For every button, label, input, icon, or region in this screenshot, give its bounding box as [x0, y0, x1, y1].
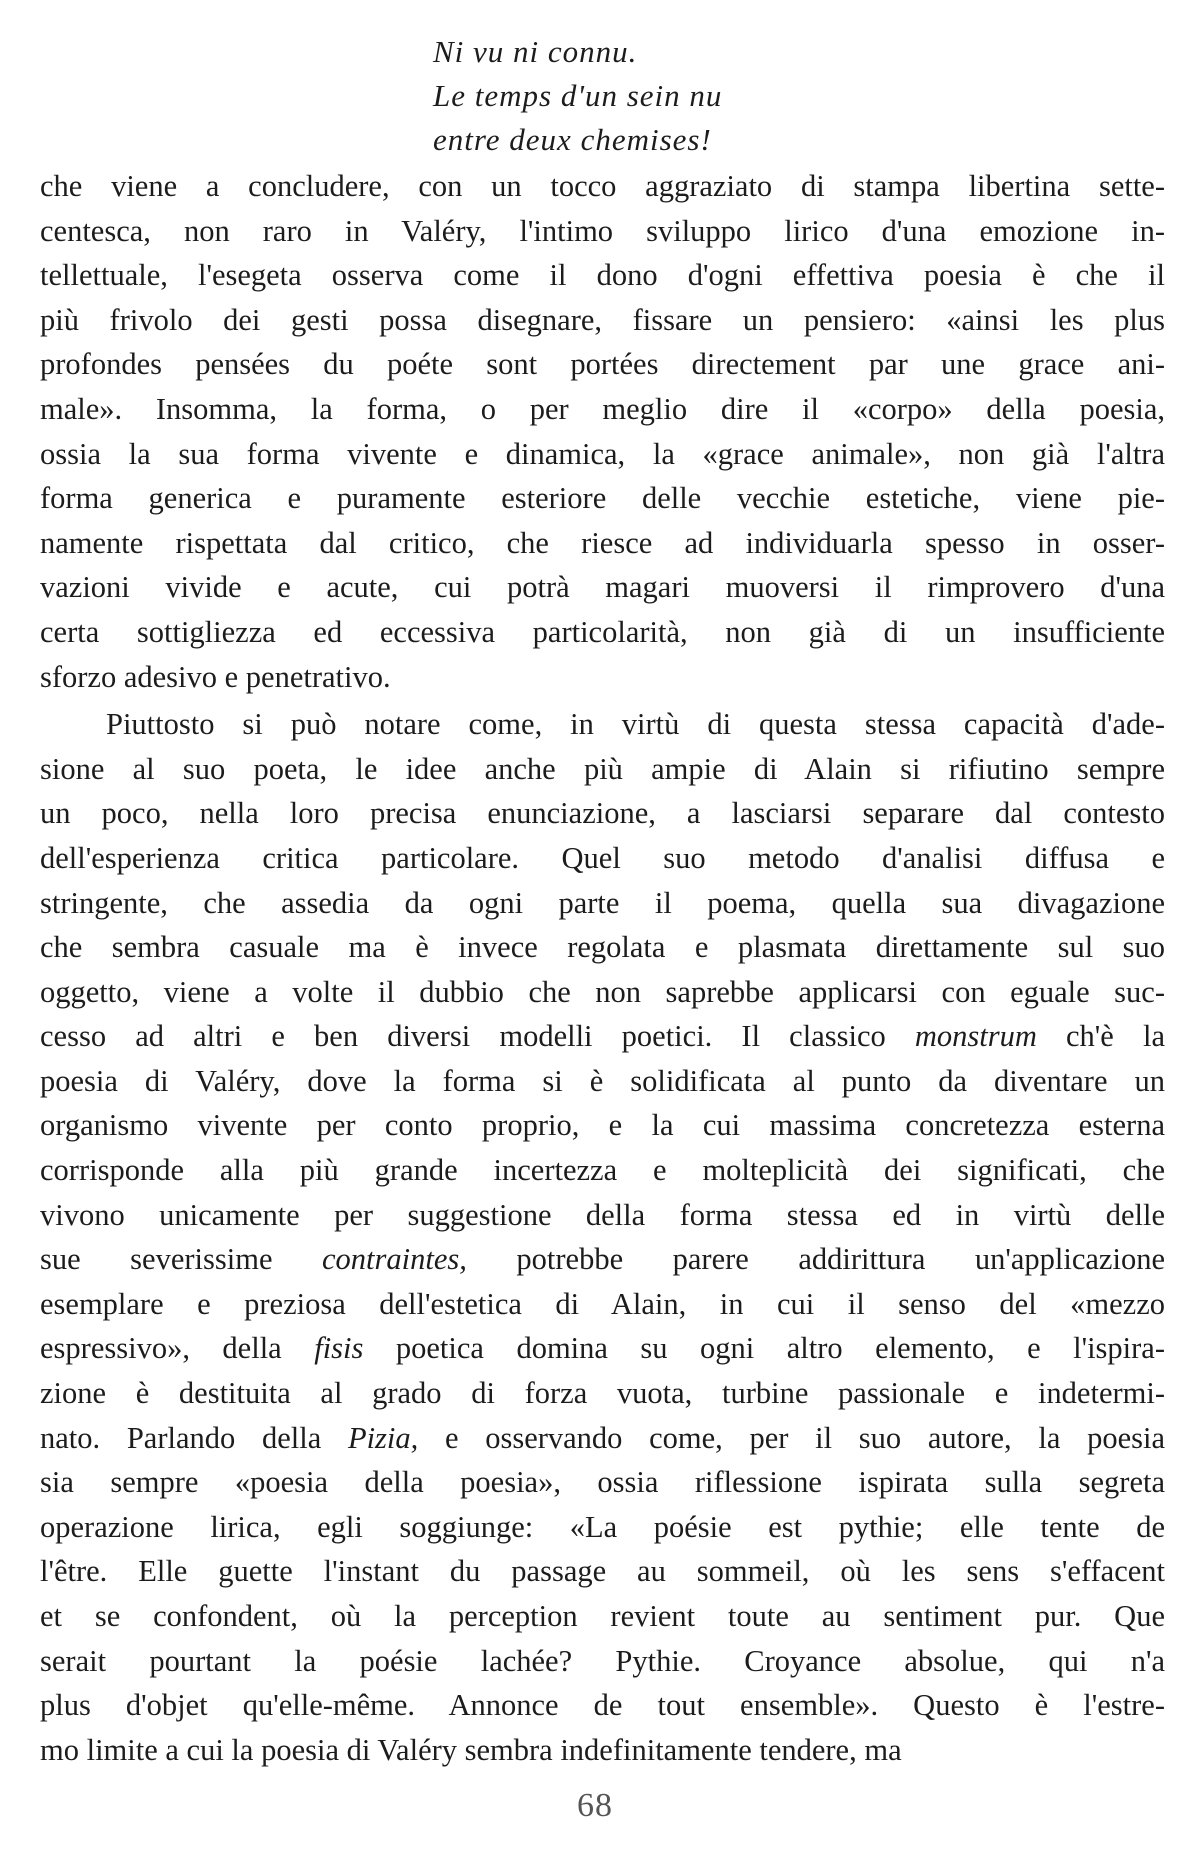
line-text: male». Insomma, la forma, o per meglio dire il «corpo» della poesia, [40, 391, 1165, 426]
text-line [40, 1237, 1165, 1282]
text-line [40, 521, 1165, 566]
line-text: stringente, che assedia da ogni parte il poema, quella sua divagazione [40, 885, 1165, 920]
text-line [40, 164, 1165, 209]
line-text: forma generica e puramente esteriore delle vecchie estetiche, viene pie- [40, 481, 1165, 516]
line-text: cesso ad altri e ben diversi modelli poetici. Il classico [40, 1019, 915, 1054]
verse-line: Ni vu ni connu. [433, 34, 638, 69]
text-line [40, 1639, 1165, 1684]
line-text: serait pourtant la poésie lachée? Pythie. Croyance absolue, qui n'a [40, 1643, 1165, 1678]
line-text: corrisponde alla più grande incertezza e molteplicità dei significati, che [40, 1153, 1165, 1188]
text-line [40, 1103, 1165, 1148]
text-line [40, 1059, 1165, 1104]
line-text: poesia di Valéry, dove la forma si è solidificata al punto da diventare un [40, 1063, 1165, 1098]
line-text: poetica domina su ogni altro elemento, e l'ispira- [363, 1331, 1165, 1366]
line-text: operazione lirica, egli soggiunge: «La poésie est pythie; elle tente de [40, 1509, 1165, 1544]
italic-term: monstrum [914, 1019, 1037, 1054]
text-line [40, 1594, 1165, 1639]
line-text: sione al suo poeta, le idee anche più ampie di Alain si rifiutino sempre [40, 751, 1165, 786]
line-text: centesca, non raro in Valéry, l'intimo sviluppo lirico d'una emozione in- [40, 213, 1165, 248]
verse-quotation [433, 30, 722, 162]
text-line [40, 1728, 1165, 1773]
line-text: zione è destituita al grado di forza vuota, turbine passionale e indetermi- [40, 1376, 1165, 1411]
line-text: oggetto, viene a volte il dubbio che non saprebbe applicarsi con eguale suc- [40, 974, 1165, 1009]
text-line [40, 1460, 1165, 1505]
text-line [40, 1371, 1165, 1416]
line-text: espressivo», della [40, 1331, 315, 1366]
line-text: plus d'objet qu'elle-même. Annonce de tout ensemble». Questo è l'estre- [40, 1688, 1165, 1723]
text-line [40, 1683, 1165, 1728]
text-line [40, 1148, 1165, 1193]
line-text: mo limite a cui la poesia di Valéry sembra indefinitamente tendere, ma [40, 1732, 902, 1767]
text-line [40, 747, 1165, 792]
line-text: sia sempre «poesia della poesia», ossia riflessione ispirata sulla segreta [40, 1465, 1165, 1500]
text-line [40, 565, 1165, 610]
line-text: l'être. Elle guette l'instant du passage au sommeil, où les sens s'effacent [40, 1554, 1165, 1589]
italic-term: Pizia, [347, 1420, 419, 1455]
text-line [40, 298, 1165, 343]
line-text: certa sottigliezza ed eccessiva particolarità, non già di un insufficiente [40, 614, 1165, 649]
line-text: e osservando come, per il suo autore, la poesia [418, 1420, 1165, 1455]
line-text: organismo vivente per conto proprio, e la cui massima concretezza esterna [40, 1108, 1165, 1143]
italic-term: fisis [314, 1331, 364, 1366]
line-text: più frivolo dei gesti possa disegnare, fissare un pensiero: «ainsi les plus [40, 302, 1165, 337]
line-text: Piuttosto si può notare come, in virtù di questa stessa capacità d'ade- [106, 707, 1165, 742]
text-line [40, 1505, 1165, 1550]
text-line [40, 1282, 1165, 1327]
verse-line: Le temps d'un sein nu [433, 78, 723, 113]
line-text: esemplare e preziosa dell'estetica di Alain, in cui il senso del «mezzo [40, 1286, 1165, 1321]
text-line [40, 702, 1165, 747]
text-line [40, 791, 1165, 836]
line-text: dell'esperienza critica particolare. Quel suo metodo d'analisi diffusa e [40, 840, 1165, 875]
line-text: ossia la sua forma vivente e dinamica, la «grace animale», non già l'altra [40, 436, 1165, 471]
body-text [40, 164, 1165, 1772]
line-text: tellettuale, l'esegeta osserva come il dono d'ogni effettiva poesia è che il [40, 258, 1165, 293]
text-line [40, 1326, 1165, 1371]
line-text: sue severissime [40, 1242, 322, 1277]
line-text: namente rispettata dal critico, che riesce ad individuarla spesso in osser- [40, 525, 1165, 560]
text-line [40, 1416, 1165, 1461]
line-text: ch'è la [1036, 1019, 1165, 1054]
line-text: vivono unicamente per suggestione della forma stessa ed in virtù delle [40, 1197, 1165, 1232]
text-line [40, 1549, 1165, 1594]
text-line [40, 836, 1165, 881]
line-text: sforzo adesivo e penetrativo. [40, 659, 391, 694]
italic-term: contraintes, [322, 1242, 467, 1277]
line-text: potrebbe parere addirittura un'applicazione [466, 1242, 1165, 1277]
text-line [40, 970, 1165, 1015]
line-text: che viene a concludere, con un tocco aggraziato di stampa libertina sette- [40, 169, 1165, 203]
text-line [40, 432, 1165, 477]
line-text: che sembra casuale ma è invece regolata e plasmata direttamente sul suo [40, 930, 1165, 965]
text-line [40, 1193, 1165, 1238]
text-line [40, 476, 1165, 521]
line-text: profondes pensées du poéte sont portées directement par une grace ani- [40, 347, 1165, 382]
text-line [40, 610, 1165, 655]
text-line [40, 655, 1165, 700]
line-text: nato. Parlando della [40, 1420, 348, 1455]
text-line [40, 253, 1165, 298]
text-line [40, 342, 1165, 387]
text-line [40, 925, 1165, 970]
line-text: et se confondent, où la perception revient toute au sentiment pur. Que [40, 1599, 1165, 1633]
line-text: un poco, nella loro precisa enunciazione, a lasciarsi separare dal contesto [40, 796, 1165, 831]
text-line [40, 881, 1165, 926]
text-line [40, 387, 1165, 432]
text-line [40, 1014, 1165, 1059]
text-line [40, 209, 1165, 254]
verse-line: entre deux chemises! [433, 122, 712, 157]
line-text: vazioni vivide e acute, cui potrà magari muoversi il rimprovero d'una [40, 570, 1165, 605]
page-number: 68 [577, 1787, 613, 1824]
